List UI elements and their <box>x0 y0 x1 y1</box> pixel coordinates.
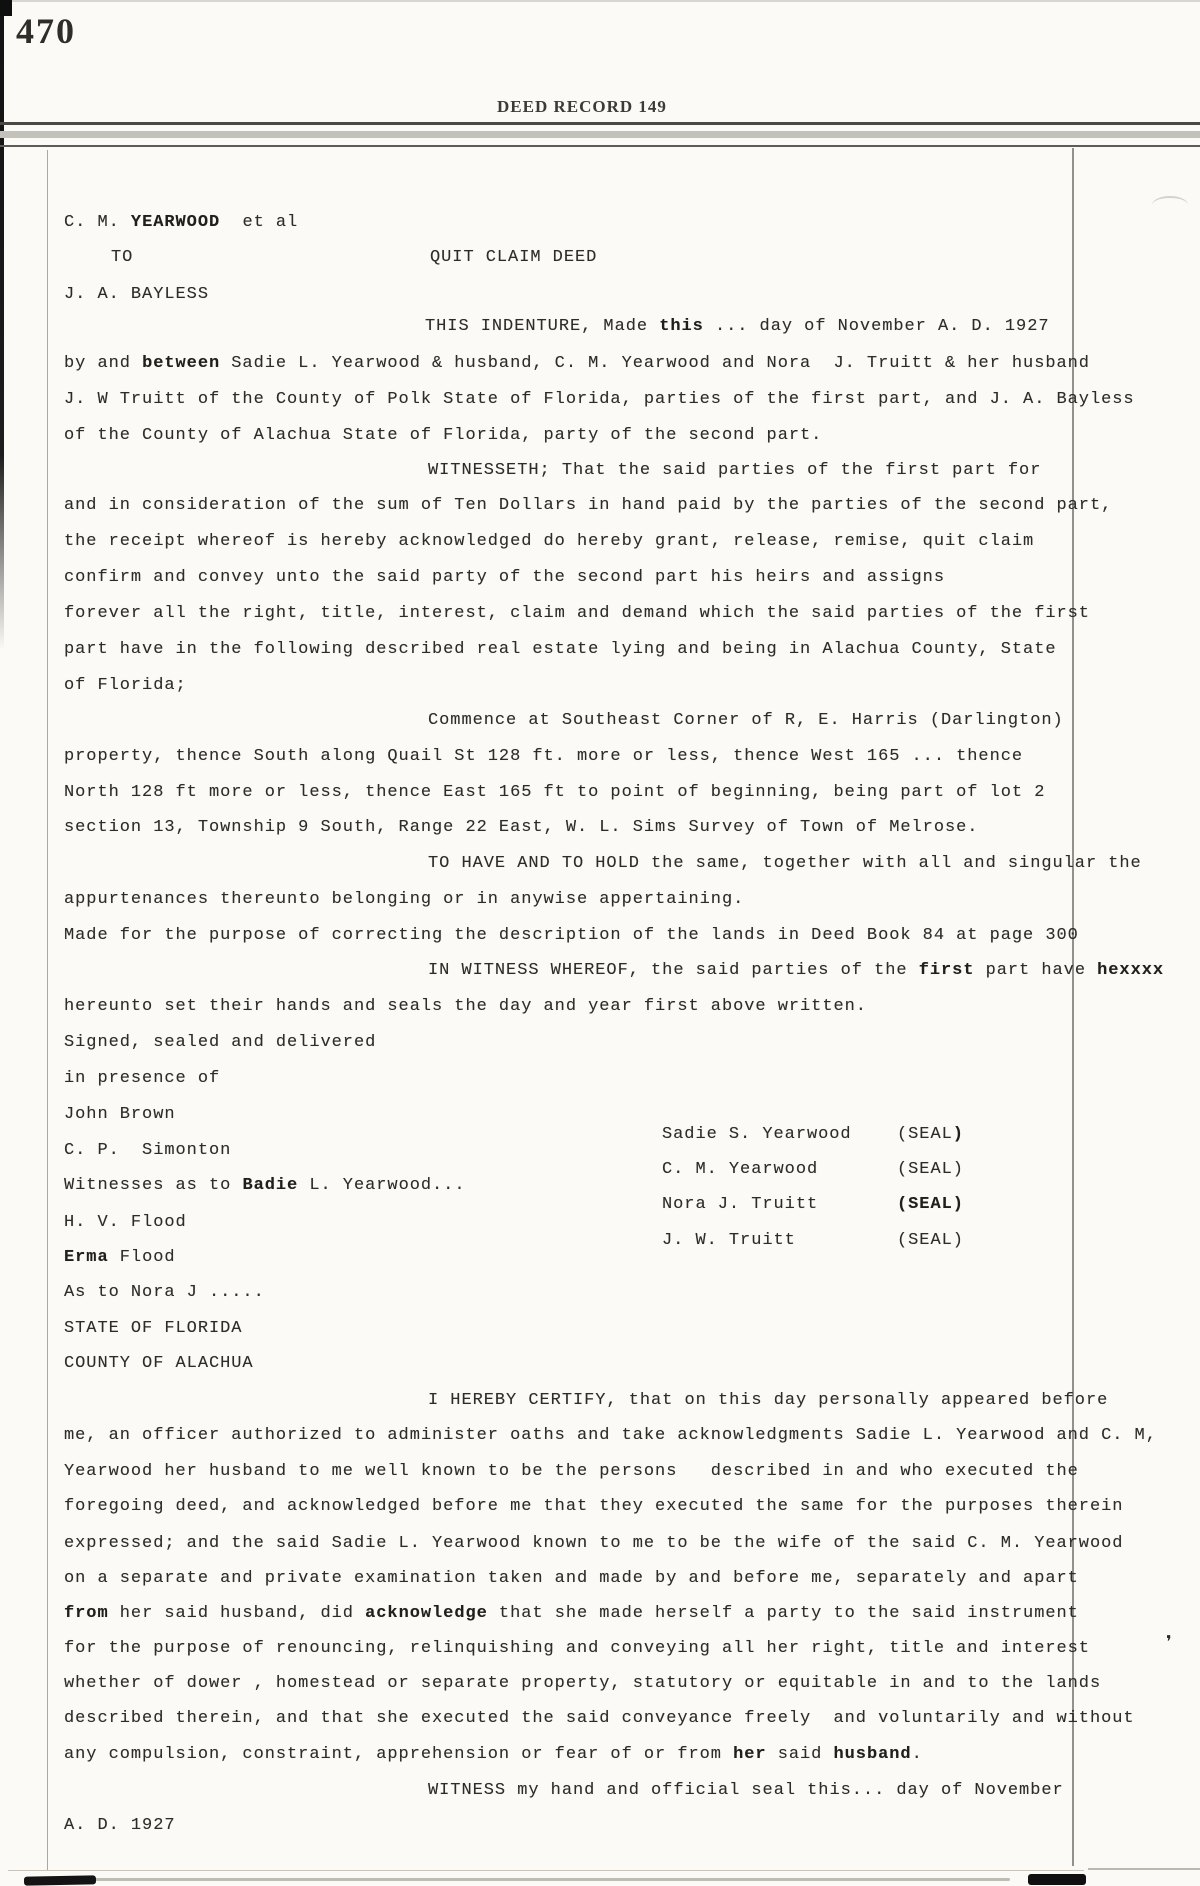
seal-label: (SEAL) <box>897 1231 964 1250</box>
date-line: A. D. 1927 <box>64 1816 176 1835</box>
text-line: property, thence South along Quail St 128 ft. more or less, thence West 165 ... thence <box>64 747 1024 766</box>
seal-label: (SEAL) <box>897 1195 964 1214</box>
text-line: WITNESS my hand and official seal this... day of November <box>428 1781 1064 1800</box>
text-line: from her said husband, did acknowledge that she made herself a party to the said instrument <box>64 1604 1079 1623</box>
header-rule-bottom <box>0 145 1200 147</box>
signature-name: Sadie S. Yearwood <box>662 1125 852 1144</box>
text-line: TO HAVE AND TO HOLD the same, together with all and singular the <box>428 854 1142 873</box>
text-line: Commence at Southeast Corner of R, E. Harris (Darlington) <box>428 711 1064 730</box>
text-line: foregoing deed, and acknowledged before me that they executed the same for the purposes therein <box>64 1497 1124 1516</box>
to-label: TO <box>111 248 134 267</box>
journal-header: DEED RECORD 149 <box>497 97 667 116</box>
text-line: me, an officer authorized to administer oaths and take acknowledgments Sadie L. Yearwood and C. M, <box>64 1426 1157 1445</box>
text-line: section 13, Township 9 South, Range 22 East, W. L. Sims Survey of Town of Melrose. <box>64 818 979 837</box>
grantor-name: C. M. YEARWOOD et al <box>64 213 299 232</box>
text-line: on a separate and private examination taken and made by and before me, separately and apart <box>64 1569 1079 1588</box>
text-line: part have in the following described real estate lying and being in Alachua County, State <box>64 640 1057 659</box>
text-line: by and between Sadie L. Yearwood & husband, C. M. Yearwood and Nora J. Truitt & her husband <box>64 354 1090 373</box>
scan-bottom-smudge <box>90 1878 1010 1881</box>
text-line: expressed; and the said Sadie L. Yearwood known to me to be the wife of the said C. M. Yearwood <box>64 1534 1124 1553</box>
header-rule-top <box>0 122 1200 125</box>
text-line: of Florida; <box>64 676 187 695</box>
state-line: STATE OF FLORIDA <box>64 1319 243 1338</box>
witness-name: Erma Flood <box>64 1248 176 1267</box>
scan-left-edge <box>0 0 4 650</box>
seal-label: (SEAL) <box>897 1160 964 1179</box>
scan-bottom-mark-right <box>1028 1874 1086 1885</box>
text-line: whether of dower , homestead or separate property, statutory or equitable in and to the lands <box>64 1674 1102 1693</box>
grantee-name: J. A. BAYLESS <box>64 285 209 304</box>
scan-corner-mark <box>0 0 12 16</box>
county-line: COUNTY OF ALACHUA <box>64 1354 254 1373</box>
text-line: any compulsion, constraint, apprehension or fear of or from her said husband. <box>64 1745 923 1764</box>
text-line: in presence of <box>64 1069 221 1088</box>
witness-name: H. V. Flood <box>64 1213 187 1232</box>
text-line: hereunto set their hands and seals the day and year first above written. <box>64 997 867 1016</box>
text-line: J. W Truitt of the County of Polk State of Florida, parties of the first part, and J. A. Bayless <box>64 390 1135 409</box>
right-margin-tick: ❜ <box>1162 1633 1176 1658</box>
text-line: As to Nora J ..... <box>64 1283 265 1302</box>
left-margin-rule <box>47 150 48 1870</box>
page-bottom-rule <box>8 1870 1084 1871</box>
text-line: appurtenances thereunto belonging or in anywise appertaining. <box>64 890 745 909</box>
text-line: forever all the right, title, interest, claim and demand which the said parties of the first <box>64 604 1090 623</box>
text-line: North 128 ft more or less, thence East 165 ft to point of beginning, being part of lot 2 <box>64 783 1046 802</box>
scan-top-edge <box>0 0 1200 2</box>
text-line: the receipt whereof is hereby acknowledged do hereby grant, release, remise, quit claim <box>64 532 1035 551</box>
scan-bottom-mark-left <box>24 1875 96 1885</box>
signature-name: Nora J. Truitt <box>662 1195 819 1214</box>
page-number: 470 <box>16 11 76 51</box>
text-line: IN WITNESS WHEREOF, the said parties of the first part have hexxxx <box>428 961 1165 980</box>
text-line: and in consideration of the sum of Ten Dollars in hand paid by the parties of the second part, <box>64 496 1113 515</box>
text-line: described therein, and that she executed the said conveyance freely and voluntarily and without <box>64 1709 1135 1728</box>
signature-name: C. M. Yearwood <box>662 1160 819 1179</box>
text-line: Made for the purpose of correcting the description of the lands in Deed Book 84 at page 300 <box>64 926 1079 945</box>
scan-bottom-rule-right <box>1088 1868 1200 1870</box>
signature-name: J. W. Truitt <box>662 1231 796 1250</box>
text-line: for the purpose of renouncing, relinquishing and conveying all her right, title and interest <box>64 1639 1090 1658</box>
text-line: WITNESSETH; That the said parties of the first part for <box>428 461 1042 480</box>
scan-smudge-curve <box>1152 196 1188 214</box>
text-line: Yearwood her husband to me well known to be the persons described in and who executed the <box>64 1462 1079 1481</box>
text-line: Signed, sealed and delivered <box>64 1033 377 1052</box>
text-line: Witnesses as to Badie L. Yearwood... <box>64 1176 466 1195</box>
text-line: THIS INDENTURE, Made this ... day of November A. D. 1927 <box>425 317 1050 336</box>
witness-name: C. P. Simonton <box>64 1141 232 1160</box>
deed-title: QUIT CLAIM DEED <box>430 248 598 267</box>
text-line: confirm and convey unto the said party of the second part his heirs and assigns <box>64 568 945 587</box>
header-rule-band <box>0 131 1200 138</box>
text-line: I HEREBY CERTIFY, that on this day personally appeared before <box>428 1391 1109 1410</box>
text-line: of the County of Alachua State of Florida, party of the second part. <box>64 426 823 445</box>
witness-name: John Brown <box>64 1105 176 1124</box>
seal-label: (SEAL) <box>897 1125 964 1144</box>
